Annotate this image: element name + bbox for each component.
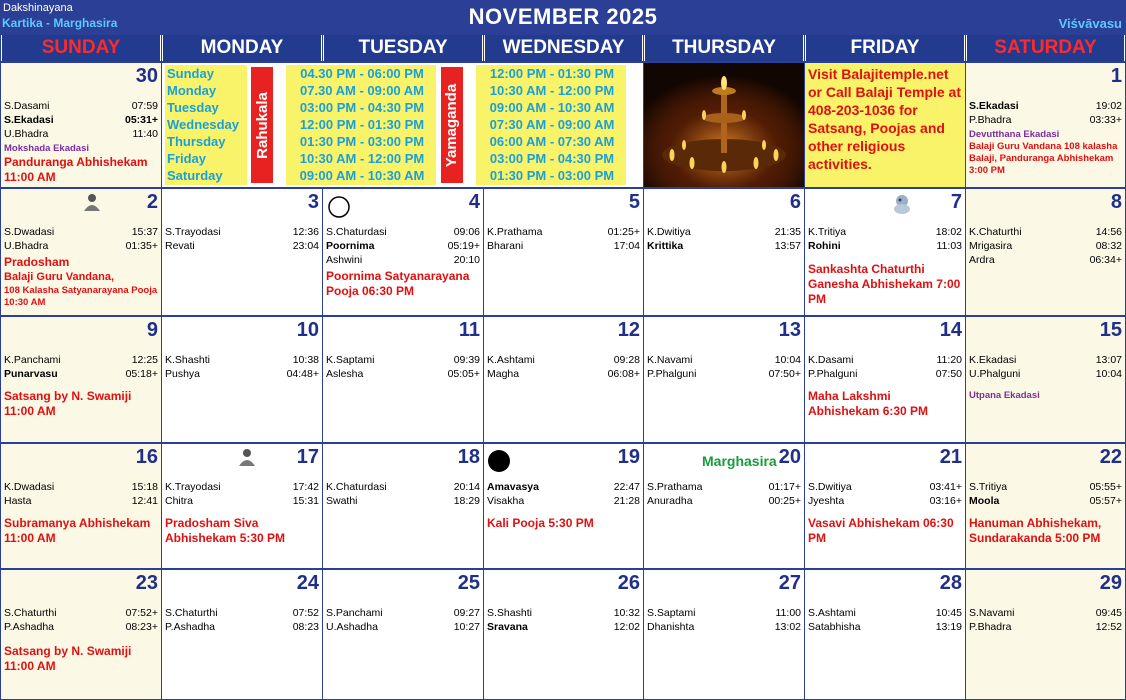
calendar-header xyxy=(0,0,1126,34)
tithi-time: 19:02 xyxy=(1095,100,1122,112)
tithi-time: 21:35 xyxy=(774,226,801,238)
tithi-time: 09:06 xyxy=(453,226,480,238)
nakshatra: Aslesha xyxy=(326,368,364,380)
nakshatra: P.Bhadra xyxy=(969,114,1012,126)
nakshatra: Visakha xyxy=(487,495,525,507)
date-number: 23 xyxy=(135,572,158,594)
time-range: 07:30 AM - 09:00 AM xyxy=(489,117,615,132)
nakshatra: Swathi xyxy=(326,495,358,507)
day-cell-23[interactable] xyxy=(1,570,161,699)
date-number: 9 xyxy=(146,319,158,341)
weekday-friday: FRIDAY xyxy=(805,35,965,61)
day-name: Tuesday xyxy=(167,100,219,115)
tithi: K.Saptami xyxy=(326,354,375,366)
nakshatra-time: 11:03 xyxy=(936,240,962,252)
day-cell-22[interactable] xyxy=(966,444,1125,568)
day-cell-28[interactable] xyxy=(805,570,965,699)
nakshatra-time: 13:19 xyxy=(935,621,962,633)
nakshatra: Revati xyxy=(165,240,195,252)
nakshatra-time: 12:52 xyxy=(1095,621,1122,633)
time-range: 10:30 AM - 12:00 PM xyxy=(489,83,615,98)
date-number: 13 xyxy=(778,319,801,341)
tithi: S.Prathama xyxy=(647,481,703,493)
date-number: 1 xyxy=(1110,65,1122,87)
day-name: Wednesday xyxy=(167,117,240,132)
time-range: 12:00 PM - 01:30 PM xyxy=(489,66,615,81)
tithi-time: 11:20 xyxy=(936,354,962,366)
tithi: K.Navami xyxy=(647,354,693,366)
tithi: S.Ekadasi xyxy=(4,114,54,126)
date-number: 16 xyxy=(135,446,158,468)
nakshatra: U.Bhadra xyxy=(4,128,49,140)
ganesha-icon xyxy=(891,193,913,215)
tithi: S.Panchami xyxy=(326,607,383,619)
nakshatra-time: 05:18+ xyxy=(125,368,158,380)
time-range: 06:00 AM - 07:30 AM xyxy=(489,134,615,149)
nakshatra-time: 01:35+ xyxy=(125,240,158,252)
nakshatra-time: 00:25+ xyxy=(768,495,801,507)
day-cell-1[interactable] xyxy=(966,63,1125,187)
weekday-thursday: THURSDAY xyxy=(644,35,804,61)
date-number: 19 xyxy=(617,446,640,468)
page-title: NOVEMBER 2025 xyxy=(468,4,658,29)
tithi-time: 10:38 xyxy=(292,354,319,366)
tithi-time: 09:45 xyxy=(1095,607,1122,619)
nakshatra-time: 23:04 xyxy=(292,240,319,252)
nakshatra: Mrigasira xyxy=(969,240,1013,252)
tithi-time: 17:42 xyxy=(292,481,319,493)
nakshatra: Bharani xyxy=(487,240,524,252)
day-cell-12[interactable] xyxy=(484,317,643,442)
rahukala-yamaganda-panel xyxy=(162,63,643,187)
tithi: S.Chaturthi xyxy=(165,607,218,619)
tithi: Amavasya xyxy=(487,481,539,493)
tithi-time: 07:52 xyxy=(292,607,319,619)
event-text: Kali Pooja 5:30 PM xyxy=(487,516,594,530)
observance: Utpana Ekadasi xyxy=(969,390,1040,401)
tithi: K.Dwadasi xyxy=(4,481,55,493)
tithi: K.Chaturthi xyxy=(969,226,1022,238)
tithi-time: 09:28 xyxy=(613,354,640,366)
day-cell-14[interactable] xyxy=(805,317,965,442)
nakshatra: U.Bhadra xyxy=(4,240,49,252)
tithi: K.Shashti xyxy=(165,354,210,366)
tithi: K.Trayodasi xyxy=(165,481,221,493)
tithi-time: 20:14 xyxy=(453,481,480,493)
event-text: Maha Lakshmi Abhishekam 6:30 PM xyxy=(808,389,929,418)
guru-icon xyxy=(81,193,103,213)
day-cell-2[interactable] xyxy=(1,189,161,315)
time-range: 03:00 PM - 04:30 PM xyxy=(489,151,615,166)
date-number: 14 xyxy=(939,319,962,341)
nakshatra: Anuradha xyxy=(647,495,693,507)
tithi: Poornima xyxy=(326,240,375,252)
date-number: 7 xyxy=(950,191,962,213)
day-cell-30[interactable] xyxy=(1,63,161,187)
date-number: 5 xyxy=(628,191,640,213)
day-cell-21[interactable] xyxy=(805,444,965,568)
nakshatra: Hasta xyxy=(4,495,32,507)
nakshatra: P.Bhadra xyxy=(969,621,1012,633)
date-number: 6 xyxy=(789,191,801,213)
nakshatra: P.Phalguni xyxy=(647,368,697,380)
nakshatra-time: 06:34+ xyxy=(1089,254,1122,266)
nakshatra-time: 20:10 xyxy=(453,254,480,266)
tithi-time: 12:25 xyxy=(131,354,158,366)
tithi-time: 05:31+ xyxy=(125,114,158,126)
time-range: 09:00 AM - 10:30 AM xyxy=(489,100,615,115)
nakshatra: Ashwini xyxy=(326,254,363,266)
nakshatra: Punarvasu xyxy=(4,368,58,380)
nakshatra-time: 11:40 xyxy=(132,128,158,140)
tithi-time: 05:19+ xyxy=(447,240,480,252)
month-start-label: Marghasira xyxy=(702,453,777,469)
date-number: 17 xyxy=(296,446,319,468)
tithi: K.Chaturdasi xyxy=(326,481,387,493)
tithi-time: 07:59 xyxy=(131,100,158,112)
event-text: Sankashta Chaturthi Ganesha Abhishekam 7:00 PM xyxy=(808,262,961,306)
tithi-time: 11:00 xyxy=(775,607,801,619)
months-label: Kartika - Marghasira xyxy=(2,16,118,30)
tithi: S.Trayodasi xyxy=(165,226,221,238)
date-number: 4 xyxy=(468,191,480,213)
tithi-time: 14:56 xyxy=(1095,226,1122,238)
event-text: Pradosham Siva Abhishekam 5:30 PM xyxy=(165,516,286,545)
nakshatra: P.Ashadha xyxy=(4,621,55,633)
event-text: Poornima Satyanarayana Pooja 06:30 PM xyxy=(326,269,470,298)
nakshatra: Moola xyxy=(969,495,1000,507)
nakshatra: U.Phalguni xyxy=(969,368,1021,380)
tithi-time: 22:47 xyxy=(613,481,640,493)
date-number: 25 xyxy=(457,572,480,594)
new-moon-icon xyxy=(486,448,512,474)
diya-lamp-image xyxy=(644,63,804,187)
day-cell-13[interactable] xyxy=(644,317,804,442)
day-cell-20[interactable] xyxy=(644,444,804,568)
time-range: 04.30 PM - 06:00 PM xyxy=(300,66,424,81)
tithi: S.Dwadasi xyxy=(4,226,55,238)
date-number: 15 xyxy=(1099,319,1122,341)
tithi: K.Tritiya xyxy=(808,226,847,238)
tithi-time: 10:45 xyxy=(935,607,962,619)
day-cell-9[interactable] xyxy=(1,317,161,442)
nakshatra-time: 10:04 xyxy=(1095,368,1122,380)
date-number: 8 xyxy=(1110,191,1122,213)
day-cell-3[interactable] xyxy=(162,189,322,315)
tithi-time: 13:07 xyxy=(1095,354,1122,366)
nakshatra: P.Ashadha xyxy=(165,621,216,633)
tithi: K.Dwitiya xyxy=(647,226,691,238)
nakshatra-time: 05:05+ xyxy=(447,368,480,380)
weekday-sunday: SUNDAY xyxy=(1,35,161,61)
weekday-monday: MONDAY xyxy=(162,35,322,61)
date-number: 26 xyxy=(617,572,640,594)
nakshatra: Satabhisha xyxy=(808,621,861,633)
day-cell-24[interactable] xyxy=(162,570,322,699)
time-range: 10:30 AM - 12:00 PM xyxy=(299,151,425,166)
full-moon-icon xyxy=(327,195,351,219)
date-number: 21 xyxy=(939,446,962,468)
event-text: Satsang by N. Swamiji 11:00 AM xyxy=(4,389,132,418)
time-range: 09:00 AM - 10:30 AM xyxy=(299,168,425,183)
nakshatra: Rohini xyxy=(808,240,841,252)
nakshatra-time: 10:27 xyxy=(453,621,480,633)
tithi: K.Dasami xyxy=(808,354,854,366)
tithi: S.Dwitiya xyxy=(808,481,852,493)
tithi-time: 03:41+ xyxy=(929,481,962,493)
nakshatra-time: 04:48+ xyxy=(286,368,319,380)
nakshatra-time: 18:29 xyxy=(453,495,480,507)
nakshatra-time: 03:33+ xyxy=(1089,114,1122,126)
ayana-label: Dakshinayana xyxy=(3,2,73,14)
tithi-time: 01:17+ xyxy=(768,481,801,493)
date-number: 20 xyxy=(778,446,801,468)
weekday-wednesday: WEDNESDAY xyxy=(484,35,643,61)
siva-icon xyxy=(236,448,258,468)
nakshatra: Krittika xyxy=(647,240,684,252)
date-number: 10 xyxy=(296,319,319,341)
day-cell-26[interactable] xyxy=(484,570,643,699)
day-name: Sunday xyxy=(167,66,214,81)
event-text: Balaji Guru Vandana 108 kalasha Balaji, Panduranga Abhishekam 3:00 PM xyxy=(969,141,1118,176)
date-number: 22 xyxy=(1099,446,1122,468)
tithi-time: 01:25+ xyxy=(607,226,640,238)
date-number: 27 xyxy=(778,572,801,594)
date-number: 3 xyxy=(307,191,319,213)
day-cell-5[interactable] xyxy=(484,189,643,315)
tithi-time: 12:36 xyxy=(292,226,319,238)
nakshatra: Chitra xyxy=(165,495,194,507)
tithi: K.Ashtami xyxy=(487,354,535,366)
day-cell-25[interactable] xyxy=(323,570,483,699)
event-text: Hanuman Abhishekam, Sundarakanda 5:00 PM xyxy=(969,516,1102,545)
day-cell-29[interactable] xyxy=(966,570,1125,699)
yamaganda-times xyxy=(476,65,626,185)
weekday-tuesday: TUESDAY xyxy=(323,35,483,61)
nakshatra: P.Phalguni xyxy=(808,368,858,380)
tithi: S.Chaturdasi xyxy=(326,226,387,238)
observance: Devutthana Ekadasi xyxy=(969,129,1060,140)
day-cell-15[interactable] xyxy=(966,317,1125,442)
event-text: Vasavi Abhishekam 06:30 PM xyxy=(808,516,954,545)
day-cell-27[interactable] xyxy=(644,570,804,699)
date-number: 11 xyxy=(458,319,480,341)
date-number: 12 xyxy=(617,319,640,341)
tithi-time: 05:55+ xyxy=(1089,481,1122,493)
tithi: S.Ekadasi xyxy=(969,100,1019,112)
nakshatra: Sravana xyxy=(487,621,528,633)
day-name: Thursday xyxy=(167,134,226,149)
day-cell-11[interactable] xyxy=(323,317,483,442)
tithi: S.Saptami xyxy=(647,607,696,619)
tithi-time: 15:18 xyxy=(131,481,158,493)
event-text: Pradosham xyxy=(4,255,70,269)
tithi-time: 10:32 xyxy=(613,607,640,619)
nakshatra-time: 15:31 xyxy=(292,495,319,507)
tithi-time: 10:04 xyxy=(774,354,801,366)
day-cell-18[interactable] xyxy=(323,444,483,568)
nakshatra-time: 13:02 xyxy=(774,621,801,633)
temple-promo: Visit Balajitemple.net or Call Balaji Temple at 408-203-1036 for Satsang, Poojas and other religious activities. xyxy=(805,63,965,187)
day-cell-8[interactable] xyxy=(966,189,1125,315)
samvatsara-label: Viśvāvasu xyxy=(1058,16,1122,31)
tithi: K.Ekadasi xyxy=(969,354,1017,366)
tithi-time: 07:52+ xyxy=(125,607,158,619)
yamaganda-label: Yamaganda xyxy=(441,67,463,183)
date-number: 18 xyxy=(457,446,480,468)
nakshatra-time: 08:23+ xyxy=(125,621,158,633)
day-name: Monday xyxy=(167,83,217,98)
day-cell-7[interactable] xyxy=(805,189,965,315)
weekday-saturday: SATURDAY xyxy=(966,35,1125,61)
nakshatra-time: 21:28 xyxy=(613,495,640,507)
tithi: S.Chaturthi xyxy=(4,607,57,619)
event-text: 108 Kalasha Satyanarayana Pooja 10:30 AM xyxy=(4,285,158,308)
nakshatra: Jyeshta xyxy=(808,495,845,507)
time-range: 01:30 PM - 03:00 PM xyxy=(299,134,425,149)
time-range: 01:30 PM - 03:00 PM xyxy=(489,168,615,183)
nakshatra-time: 05:57+ xyxy=(1089,495,1122,507)
date-number: 30 xyxy=(135,65,158,87)
event-text: Balaji Guru Vandana, xyxy=(4,271,115,283)
nakshatra-time: 13:57 xyxy=(774,240,801,252)
tithi-time: 09:27 xyxy=(453,607,480,619)
tithi: K.Panchami xyxy=(4,354,61,366)
tithi-time: 09:39 xyxy=(453,354,480,366)
time-range: 03:00 PM - 04:30 PM xyxy=(299,100,425,115)
tithi: S.Dasami xyxy=(4,100,50,112)
time-range: 12:00 PM - 01:30 PM xyxy=(299,117,425,132)
day-cell-10[interactable] xyxy=(162,317,322,442)
tithi: S.Shashti xyxy=(487,607,532,619)
nakshatra-time: 08:32 xyxy=(1095,240,1122,252)
day-name: Saturday xyxy=(167,168,223,183)
nakshatra-time: 08:23 xyxy=(292,621,319,633)
nakshatra: Magha xyxy=(487,368,520,380)
date-number: 2 xyxy=(146,191,158,213)
day-cell-4[interactable] xyxy=(323,189,483,315)
nakshatra-time: 06:08+ xyxy=(607,368,640,380)
day-cell-19[interactable] xyxy=(484,444,643,568)
rahukala-label: Rahukala xyxy=(251,67,273,183)
rahukala-times xyxy=(286,65,436,185)
tithi: S.Ashtami xyxy=(808,607,856,619)
date-number: 29 xyxy=(1099,572,1122,594)
nakshatra-time: 12:02 xyxy=(613,621,640,633)
nakshatra: Ardra xyxy=(969,254,995,266)
day-name: Friday xyxy=(167,151,207,166)
tithi: S.Navami xyxy=(969,607,1015,619)
day-cell-17[interactable] xyxy=(162,444,322,568)
event-text: Satsang by N. Swamiji 11:00 AM xyxy=(4,644,132,673)
tithi-time: 18:02 xyxy=(935,226,962,238)
nakshatra: Pushya xyxy=(165,368,201,380)
nakshatra-time: 03:16+ xyxy=(929,495,962,507)
date-number: 24 xyxy=(296,572,319,594)
time-range: 07.30 AM - 09:00 AM xyxy=(299,83,425,98)
tithi: K.Prathama xyxy=(487,226,543,238)
event-text: Subramanya Abhishekam 11:00 AM xyxy=(4,516,151,545)
day-cell-16[interactable] xyxy=(1,444,161,568)
nakshatra: U.Ashadha xyxy=(326,621,378,633)
tithi: S.Tritiya xyxy=(969,481,1008,493)
nakshatra-time: 07:50+ xyxy=(768,368,801,380)
event-text: Panduranga Abhishekam 11:00 AM xyxy=(4,155,148,184)
nakshatra-time: 07:50 xyxy=(935,368,962,380)
rahukala-days xyxy=(165,65,247,185)
day-cell-6[interactable] xyxy=(644,189,804,315)
observance: Mokshada Ekadasi xyxy=(4,143,90,154)
date-number: 28 xyxy=(939,572,962,594)
nakshatra-time: 12:41 xyxy=(131,495,158,507)
tithi-time: 15:37 xyxy=(131,226,158,238)
nakshatra-time: 17:04 xyxy=(613,240,640,252)
nakshatra: Dhanishta xyxy=(647,621,695,633)
